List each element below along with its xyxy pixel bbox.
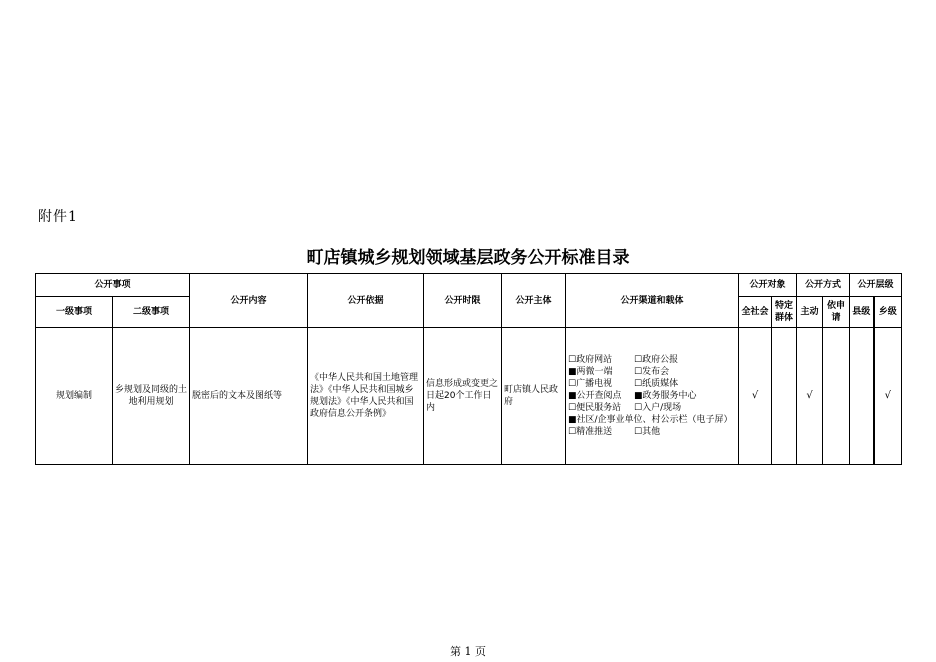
cell-method-request [823,328,850,465]
channel-row [568,402,736,414]
header-method: 公开方式 [797,274,850,297]
header-content: 公开内容 [190,274,308,328]
channel-row [568,390,736,402]
channel-item: ☐纸质媒体 [634,379,679,389]
channel-row [568,354,736,366]
cell-target-all: √ [739,328,772,465]
cell-level2: 乡规划及同级的土地利用规划 [113,328,190,465]
catalog-table [35,273,902,465]
channel-item: ■公开查阅点 [568,391,622,401]
table-row [36,328,902,465]
header-target-all: 全社会 [739,297,772,328]
channel-item: ☐广播电视 [568,379,613,389]
channel-row [568,414,736,426]
attachment-label: 附件1 [38,209,78,225]
channel-item: ☐其他 [634,427,661,437]
header-time-limit: 公开时限 [424,274,502,328]
header-basis: 公开依据 [308,274,424,328]
header-level: 公开层级 [850,274,902,297]
channel-item: ☐发布会 [634,367,670,377]
channel-item: ■政务服务中心 [634,391,697,401]
channel-row [568,426,736,438]
header-target: 公开对象 [739,274,797,297]
cell-method-active: √ [797,328,823,465]
page-title: 町店镇城乡规划领域基层政务公开标准目录 [306,248,630,268]
header-row-1 [36,274,902,297]
header-target-specific: 特定群体 [772,297,797,328]
header-level2: 二级事项 [113,297,190,328]
channel-item: ☐入户/现场 [634,403,682,413]
channel-item: ☐便民服务站 [568,403,622,413]
cell-subject: 町店镇人民政府 [502,328,566,465]
header-subject: 公开主体 [502,274,566,328]
header-level-county: 县级 [850,297,874,328]
cell-time-limit: 信息形成或变更之日起20个工作日内 [424,328,502,465]
channel-item: ☐政府网站 [568,355,613,365]
page-number: 第 1 页 [450,645,486,658]
cell-target-specific [772,328,797,465]
header-channels: 公开渠道和载体 [566,274,739,328]
header-public-items: 公开事项 [36,274,190,297]
channel-item: ■社区/企事业单位、村公示栏（电子屏） [568,415,733,425]
channel-item: ☐政府公报 [634,355,679,365]
cell-level-county [850,328,874,465]
channel-item: ☐精准推送 [568,427,613,437]
cell-channels [566,328,739,465]
header-level-town: 乡级 [874,297,902,328]
cell-basis: 《中华人民共和国土地管理法》《中华人民共和国城乡规划法》《中华人民共和国政府信息公开条例》 [308,328,424,465]
channel-item: ■两微一端 [568,367,613,377]
header-method-active: 主动 [797,297,823,328]
channel-row [568,378,736,390]
channel-row [568,366,736,378]
cell-content: 脱密后的文本及图纸等 [190,328,308,465]
header-level1: 一级事项 [36,297,113,328]
header-method-request: 依申请 [823,297,850,328]
cell-level1: 规划编制 [36,328,113,465]
cell-level-town: √ [874,328,902,465]
